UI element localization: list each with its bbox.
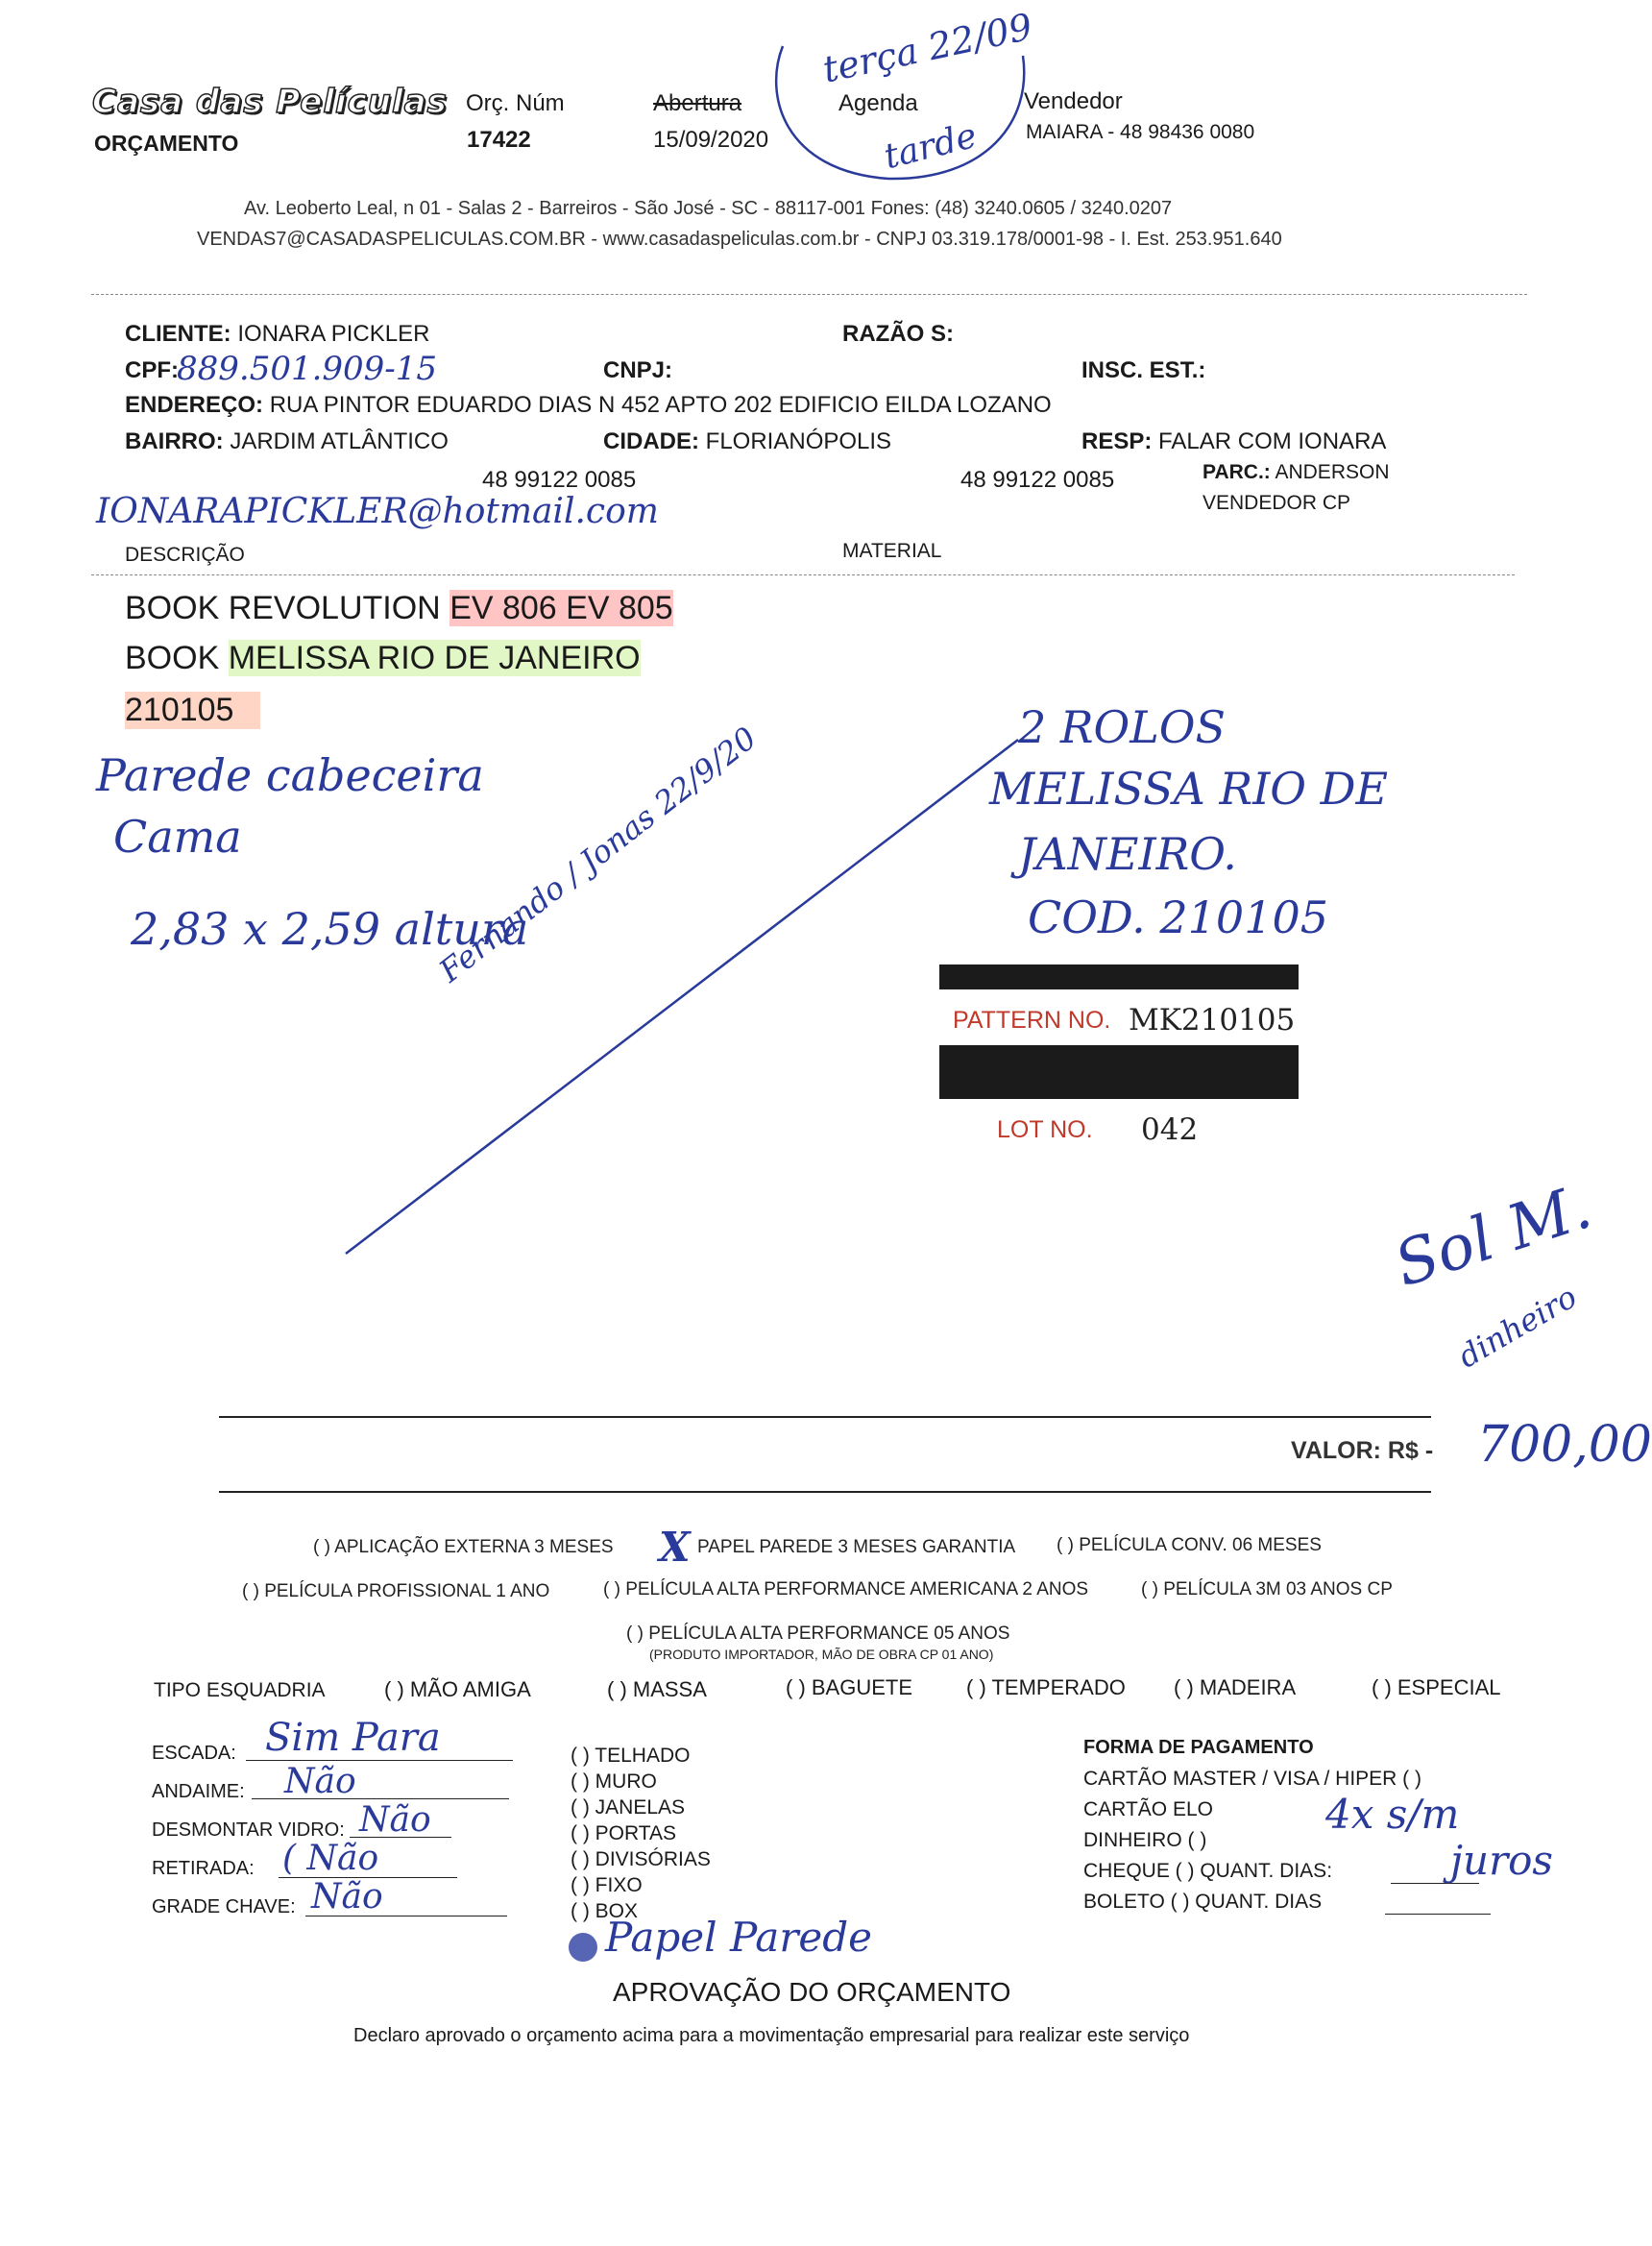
check-telhado[interactable]: ( ) TELHADO — [571, 1745, 691, 1767]
cidade-label: CIDADE: — [603, 428, 699, 454]
desc-line-2-a: BOOK — [125, 640, 229, 676]
check-muro[interactable]: ( ) MURO — [571, 1770, 657, 1793]
opt-pelicula-05-anos[interactable]: ( ) PELÍCULA ALTA PERFORMANCE 05 ANOS — [626, 1623, 1010, 1644]
phone-2: 48 99122 0085 — [960, 467, 1115, 493]
check-fixo[interactable]: ( ) FIXO — [571, 1874, 643, 1896]
opt-pelicula-conv[interactable]: ( ) PELÍCULA CONV. 06 MESES — [1057, 1535, 1322, 1555]
andaime-hand: Não — [284, 1762, 356, 1801]
parc-value: ANDERSON — [1275, 461, 1390, 483]
opt-aplicacao-externa[interactable]: ( ) APLICAÇÃO EXTERNA 3 MESES — [313, 1537, 614, 1557]
agenda-label: Agenda — [838, 90, 918, 116]
hand-agenda-date: terça 22/09 — [818, 5, 1036, 91]
bairro-label: BAIRRO: — [125, 428, 224, 454]
endereco-value: RUA PINTOR EDUARDO DIAS N 452 APTO 202 EDIFICIO EILDA LOZANO — [269, 392, 1052, 418]
divider — [842, 574, 1515, 575]
resp-label: RESP: — [1081, 428, 1153, 454]
escada-hand: Sim Para — [265, 1716, 441, 1760]
label-lot: LOT NO. — [997, 1116, 1093, 1143]
esquadria-temperado[interactable]: ( ) TEMPERADO — [966, 1675, 1126, 1699]
desmontar-label: DESMONTAR VIDRO: — [152, 1819, 345, 1841]
opt-pelicula-3m[interactable]: ( ) PELÍCULA 3M 03 ANOS CP — [1141, 1579, 1393, 1599]
escada-label: ESCADA: — [152, 1743, 236, 1764]
esquadria-madeira[interactable]: ( ) MADEIRA — [1174, 1675, 1297, 1699]
label-pattern-value: MK210105 — [1129, 1003, 1296, 1038]
label-bar-top — [939, 964, 1299, 989]
payment-hand-juros: juros — [1450, 1837, 1553, 1884]
abertura-value: 15/09/2020 — [653, 127, 769, 153]
label-lot-value: 042 — [1141, 1112, 1199, 1147]
cpf-label: CPF: — [125, 357, 179, 383]
desc-line-1 — [125, 590, 673, 627]
checklist-hand: Papel Parede — [605, 1914, 873, 1961]
opt-pelicula-americana[interactable]: ( ) PELÍCULA ALTA PERFORMANCE AMERICANA 2 ANOS — [603, 1579, 1089, 1599]
client-row — [125, 321, 429, 348]
phone-1: 48 99122 0085 — [482, 467, 637, 493]
descricao-label: DESCRIÇÃO — [125, 544, 245, 566]
opt-papel-parede[interactable]: PAPEL PAREDE 3 MESES GARANTIA — [697, 1537, 1016, 1557]
payment-cartao-elo[interactable]: CARTÃO ELO — [1083, 1798, 1213, 1820]
esquadria-mao-amiga[interactable]: ( ) MÃO AMIGA — [384, 1677, 531, 1701]
cidade-value: FLORIANÓPOLIS — [705, 428, 892, 454]
company-address: Av. Leoberto Leal, n 01 - Salas 2 - Barreiros - São José - SC - 88117-001 Fones: (48) 3240.0605 / 3240.0207 — [244, 198, 1173, 219]
divider — [91, 294, 1527, 295]
andaime-label: ANDAIME: — [152, 1781, 245, 1802]
hand-cod: COD. 210105 — [1028, 891, 1328, 943]
hand-rolos: 2 ROLOS — [1018, 701, 1227, 753]
retirada-hand: ( Não — [282, 1839, 379, 1878]
payment-hand-4x: 4x s/m — [1325, 1791, 1460, 1838]
doc-type: ORÇAMENTO — [94, 131, 239, 156]
valor-line-top — [219, 1416, 1431, 1418]
cpf-hand: 889.501.909-15 — [177, 350, 438, 388]
cliente-label: CLIENTE: — [125, 321, 231, 347]
razao-label: RAZÃO S: — [842, 321, 954, 347]
endereco-label: ENDEREÇO: — [125, 392, 264, 418]
esquadria-massa[interactable]: ( ) MASSA — [607, 1677, 707, 1701]
grade-label: GRADE CHAVE: — [152, 1896, 296, 1917]
payment-cheque[interactable]: CHEQUE ( ) QUANT. DIAS: — [1083, 1860, 1333, 1882]
parc-label: PARC.: — [1203, 461, 1271, 483]
hand-medidas: 2,83 x 2,59 altura — [131, 903, 529, 955]
email-hand: IONARAPICKLER@hotmail.com — [96, 492, 659, 531]
hand-tarde: tarde — [880, 115, 982, 178]
abertura-label: Abertura — [653, 90, 742, 116]
payment-cartao-master[interactable]: CARTÃO MASTER / VISA / HIPER ( ) — [1083, 1768, 1422, 1790]
divider — [91, 574, 840, 575]
parc-value-2: VENDEDOR CP — [1203, 492, 1351, 514]
payment-dinheiro[interactable]: DINHEIRO ( ) — [1083, 1829, 1207, 1851]
payment-boleto[interactable]: BOLETO ( ) QUANT. DIAS — [1083, 1891, 1323, 1913]
product-label — [939, 964, 1299, 1153]
opt-pelicula-profissional[interactable]: ( ) PELÍCULA PROFISSIONAL 1 ANO — [242, 1581, 550, 1601]
bairro-row — [125, 428, 449, 455]
label-pattern: PATTERN NO. — [953, 1007, 1111, 1034]
parc-row — [1203, 461, 1390, 484]
orc-label: Orç. Núm — [466, 90, 565, 116]
material-label: MATERIAL — [842, 540, 942, 562]
retirada-label: RETIRADA: — [152, 1858, 255, 1879]
resp-row — [1081, 428, 1386, 455]
opt-papel-parede-mark: X — [659, 1524, 691, 1571]
checklist-scribble-mark — [569, 1933, 597, 1962]
endereco-row — [125, 392, 1052, 419]
label-bar-middle — [939, 1045, 1299, 1099]
cliente-value: IONARA PICKLER — [237, 321, 430, 347]
desc-line-3: 210105 — [125, 692, 260, 729]
valor-line-bottom — [219, 1491, 1431, 1493]
check-portas[interactable]: ( ) PORTAS — [571, 1822, 677, 1844]
check-box[interactable]: ( ) BOX — [571, 1900, 639, 1922]
vendedor-value: MAIARA - 48 98436 0080 — [1026, 121, 1255, 143]
hand-signature: Sol M. — [1386, 1171, 1600, 1302]
bairro-value: JARDIM ATLÂNTICO — [230, 428, 449, 454]
vendedor-label: Vendedor — [1024, 88, 1123, 114]
esquadria-especial[interactable]: ( ) ESPECIAL — [1372, 1675, 1501, 1699]
hand-dinheiro: dinheiro — [1451, 1278, 1584, 1376]
orc-value: 17422 — [467, 127, 531, 153]
desmontar-hand: Não — [359, 1800, 431, 1840]
desc-line-1-a: BOOK REVOLUTION — [125, 590, 450, 626]
hand-signed: Fernando / Jonas 22/9/20 — [432, 720, 764, 989]
company-contact: VENDAS7@CASADASPELICULAS.COM.BR - www.casadaspeliculas.com.br - CNPJ 03.319.178/0001-98 - I. Est. 253.951.640 — [197, 229, 1282, 250]
cidade-row — [603, 428, 891, 455]
grade-hand: Não — [311, 1877, 383, 1916]
hand-janeiro: JANEIRO. — [1018, 828, 1237, 880]
cnpj-label: CNPJ: — [603, 357, 673, 383]
check-divisorias[interactable]: ( ) DIVISÓRIAS — [571, 1848, 711, 1870]
valor-hand: 700,00 — [1477, 1416, 1652, 1474]
hand-melissa: MELISSA RIO DE — [989, 763, 1389, 815]
approval-title: APROVAÇÃO DO ORÇAMENTO — [613, 1977, 1011, 2007]
desc-line-2-b: MELISSA RIO DE JANEIRO — [228, 640, 641, 676]
company-logo: Casa das Películas — [92, 83, 448, 121]
valor-label: VALOR: R$ - — [1291, 1437, 1434, 1464]
hand-cama: Cama — [113, 811, 242, 863]
check-janelas[interactable]: ( ) JANELAS — [571, 1796, 686, 1819]
boleto-dias-field[interactable] — [1385, 1889, 1491, 1915]
hand-parede: Parede cabeceira — [96, 749, 484, 801]
opt-pelicula-05-anos-note: (PRODUTO IMPORTADOR, MÃO DE OBRA CP 01 ANO) — [649, 1647, 994, 1662]
approval-text: Declaro aprovado o orçamento acima para a movimentação empresarial para realizar este serviço — [353, 2025, 1190, 2046]
esquadria-label: TIPO ESQUADRIA — [154, 1679, 326, 1701]
desc-line-1-b: EV 806 EV 805 — [449, 590, 673, 626]
esquadria-baguete[interactable]: ( ) BAGUETE — [786, 1675, 913, 1699]
desc-line-2 — [125, 640, 641, 677]
payment-title: FORMA DE PAGAMENTO — [1083, 1737, 1314, 1758]
insc-label: INSC. EST.: — [1081, 357, 1206, 383]
resp-value: FALAR COM IONARA — [1158, 428, 1387, 454]
